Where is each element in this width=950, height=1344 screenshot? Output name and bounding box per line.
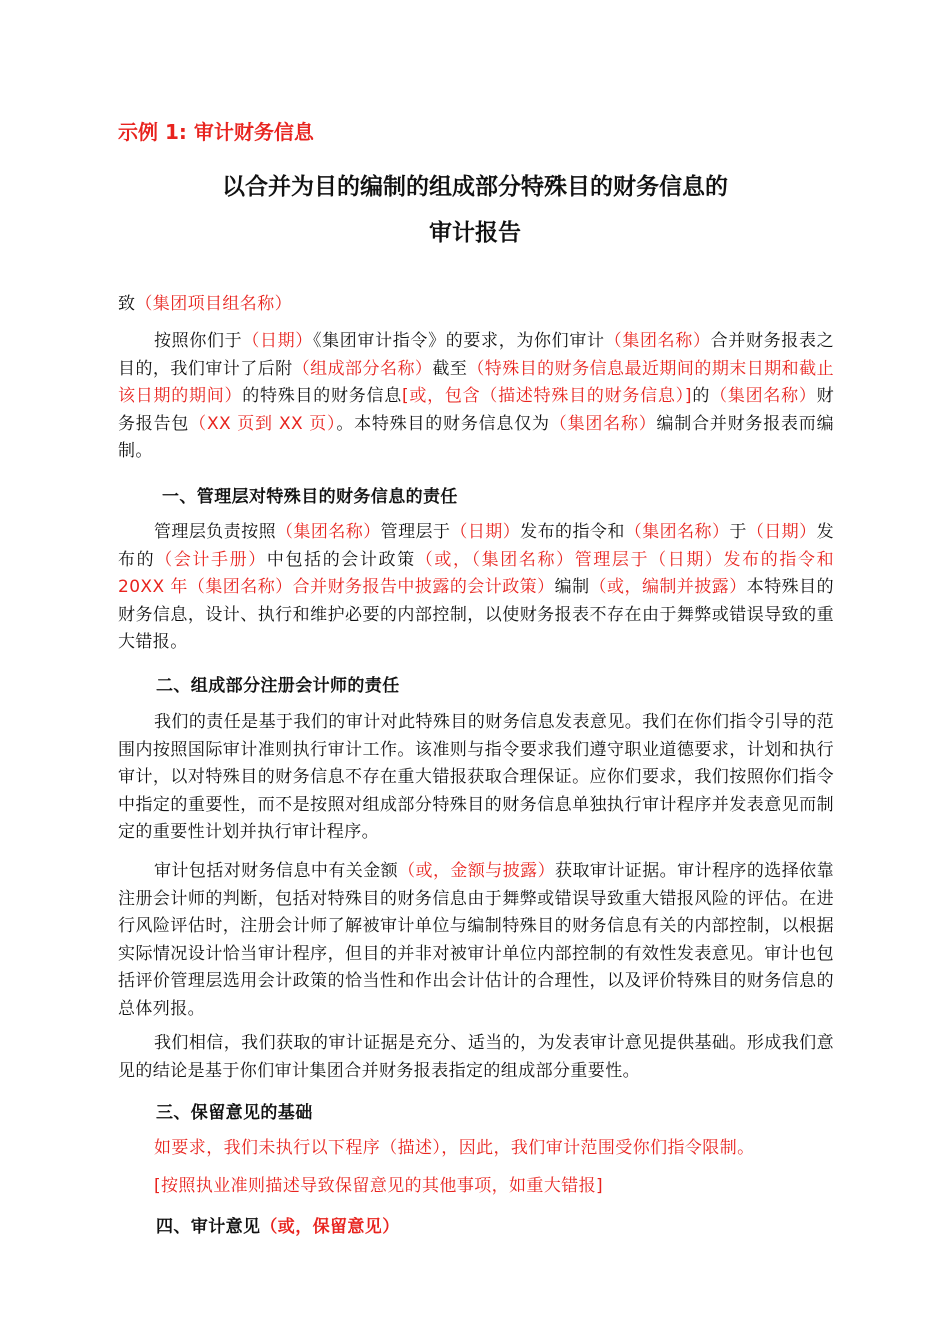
- section2-paragraph2: [118, 858, 834, 1023]
- intro-placeholder: （集团名称）: [710, 386, 817, 406]
- section3-heading: 三、保留意见的基础: [156, 1103, 313, 1123]
- intro-placeholder: （特殊目的财务信息最近期间的期末日期和截止该日期的期间）: [118, 358, 835, 406]
- section1-text: 发布的: [118, 522, 834, 570]
- section1-text: 发布的指令和: [520, 522, 625, 542]
- intro-placeholder: （集团名称）: [604, 331, 711, 351]
- section1-heading: 一、管理层对特殊目的财务信息的责任: [162, 487, 458, 507]
- intro-paragraph: [118, 328, 834, 466]
- section1-placeholder: （日期）: [746, 522, 817, 542]
- section2-heading: 二、组成部分注册会计师的责任: [156, 676, 400, 696]
- section1-placeholder: （集团名称）: [624, 522, 730, 542]
- section2-text: 审计包括对财务信息中有关金额: [154, 861, 399, 881]
- section1-text: 管理层负责按照: [154, 522, 277, 542]
- intro-placeholder: （日期）: [242, 331, 313, 351]
- intro-text: 编制合并财务报表而编制。: [118, 413, 834, 461]
- report-title-line1: 以合并为目的编制的组成部分特殊目的财务信息的: [222, 174, 728, 200]
- section1-paragraph: [118, 519, 834, 657]
- section1-placeholder: （或，编制并披露）: [589, 577, 747, 597]
- section2-text: 获取审计证据。审计程序的选择依靠注册会计师的判断，包括对特殊目的财务信息由于舞弊或错误导致重大错报风险的评估。在进行风险评估时，注册会计师了解被审计单位与编制特殊目的财务信息有关的内部控制，以根据实际情况设计恰当审计程序，但目的并非对被审计单位内部控制的有效性发表意见。审计也包括评价管理层选用会计政策的恰当性和作出会计估计的合理性，以及评价特殊目的财务信息的总体列报。: [118, 861, 834, 1019]
- section4-heading-text: 四、审计意见: [156, 1217, 261, 1237]
- intro-text: 的: [691, 386, 711, 406]
- section1-text: 管理层于: [380, 522, 451, 542]
- intro-text: 。本特殊目的财务信息仅为: [336, 413, 550, 434]
- salutation: [118, 291, 834, 319]
- salutation-addressee: （集团项目组名称）: [135, 294, 293, 314]
- section1-placeholder: （或，（集团名称）管理层于（日期）发布的指令和 20XX 年（集团名称）合并财务报告中披露的会计政策）: [118, 549, 834, 597]
- section1-text: 编制: [554, 577, 590, 597]
- section4-heading: [156, 1212, 400, 1237]
- section1-placeholder: （日期）: [450, 522, 521, 542]
- intro-placeholder: （组成部分名称）: [292, 358, 433, 379]
- section3-paragraph1: 如要求，我们未执行以下程序（描述），因此，我们审计范围受你们指令限制。: [154, 1138, 755, 1158]
- intro-text: 《集团审计指令》的要求，为你们审计: [312, 331, 605, 351]
- section1-placeholder: （集团名称）: [276, 522, 381, 542]
- section2-paragraph3: 我们相信，我们获取的审计证据是充分、适当的，为发表审计意见提供基础。形成我们意见的结论是基于你们审计集团合并财务报表指定的组成部分重要性。: [118, 1033, 834, 1081]
- report-title-line2: 审计报告: [429, 220, 521, 246]
- section1-text: 本特殊目的财务信息，设计、执行和维护必要的内部控制，以使财务报表不存在由于舞弊或错误导致的重大错报。: [118, 577, 834, 652]
- section3-paragraph2: [按照执业准则描述导致保留意见的其他事项，如重大错报]: [154, 1176, 604, 1196]
- intro-placeholder: （集团名称）: [549, 413, 657, 434]
- section1-text: 中包括的会计政策: [266, 549, 416, 570]
- intro-text: 按照你们于: [154, 331, 243, 351]
- section1-text: 于: [729, 522, 747, 542]
- section4-heading-placeholder: （或，保留意见）: [260, 1217, 400, 1237]
- intro-text: 的特殊目的财务信息: [242, 386, 403, 406]
- intro-text: 财务报告包: [118, 386, 834, 434]
- section2-paragraph1: 我们的责任是基于我们的审计对此特殊目的财务信息发表意见。我们在你们指令引导的范围内按照国际审计准则执行审计工作。该准则与指令要求我们遵守职业道德要求，计划和执行审计，以对特殊目的财务信息不存在重大错报获取合理保证。应你们要求，我们按照你们指令中指定的重要性，而不是按照对组成部分特殊目的财务信息单独执行审计程序并发表意见而制定的重要性计划并执行审计程序。: [118, 712, 834, 842]
- intro-text: 截至: [432, 358, 468, 379]
- intro-text: 合并财务报表之目的，我们审计了后附: [118, 331, 834, 379]
- intro-placeholder: [或，包含（描述特殊目的财务信息）]: [402, 386, 692, 406]
- intro-placeholder: （XX 页到 XX 页）: [189, 413, 337, 434]
- section1-placeholder: （会计手册）: [155, 549, 267, 570]
- example-label: 示例 1: 审计财务信息: [118, 120, 314, 144]
- section2-placeholder: （或，金额与披露）: [398, 861, 556, 881]
- salutation-prefix: 致: [118, 294, 136, 314]
